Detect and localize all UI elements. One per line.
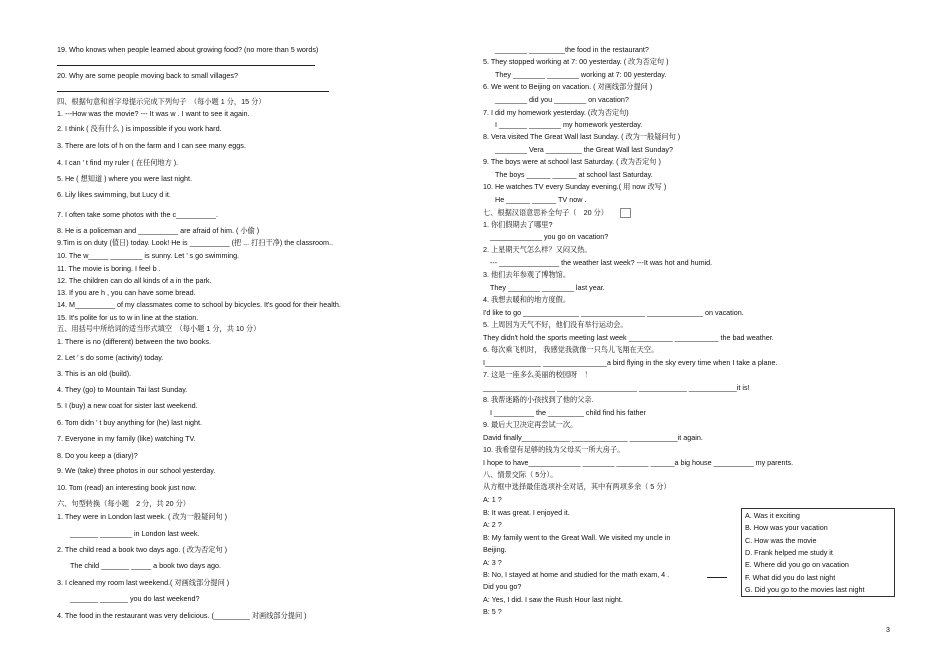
s5-item: 4. They (go) to Mountain Tai last Sunday. bbox=[57, 385, 188, 394]
section-6-heading: 六、句型转换（每小题 2 分，共 20 分） bbox=[57, 499, 190, 508]
s7-prompt: 1. 你们假期去了哪里? bbox=[483, 220, 553, 229]
s6-answer: _______ _______ you do last weekend? bbox=[70, 594, 200, 603]
s4-item: 7. I often take some photos with the c__________. bbox=[57, 210, 219, 219]
s4-item: 2. I think ( 没有什么 ) is impossible if you work hard. bbox=[57, 124, 222, 133]
section-5-heading: 五、用括号中所给词的适当形式填空 （每小题 1 分，共 10 分） bbox=[57, 324, 261, 333]
s7-answer: David finally____________ ______________ ____________it again. bbox=[483, 433, 703, 442]
answer-line-20 bbox=[57, 91, 329, 92]
question-19: 19. Who knows when people learned about growing food? (no more than 5 words) bbox=[57, 45, 319, 54]
s4-item: 5. He ( 想知道 ) where you were last night. bbox=[57, 174, 193, 183]
option-d: D. Frank helped me study it bbox=[745, 548, 833, 557]
dialogue-line: B: It was great. I enjoyed it. bbox=[483, 508, 570, 517]
section-7-heading: 七、根据汉语意思补全句子（ 20 分） bbox=[483, 208, 608, 217]
dialogue-line: Did you go? bbox=[483, 582, 522, 591]
section-8-instruction: 从方框中选择最佳选项补全对话，其中有两项多余（ 5 分） bbox=[483, 482, 671, 491]
s7-prompt: 7. 这是一座多么美丽的校园呀 ！ bbox=[483, 370, 592, 379]
s6-answer: He ______ ______ TV now . bbox=[495, 195, 587, 204]
s4-item: 4. I can ’ t find my ruler ( 在任何地方 ). bbox=[57, 158, 179, 167]
s7-prompt: 3. 他们去年参观了博物馆。 bbox=[483, 270, 571, 279]
options-box bbox=[741, 508, 895, 597]
section-8-heading: 八、情景交际（ 5分）。 bbox=[483, 470, 558, 479]
dialogue-line: B: No, I stayed at home and studied for the math exam, 4 . bbox=[483, 570, 670, 579]
s5-item: 6. Tom didn ’ t buy anything for (he) last night. bbox=[57, 418, 203, 427]
s5-item: 8. Do you keep a (diary)? bbox=[57, 451, 138, 460]
s6-item: 4. The food in the restaurant was very delicious. (_________ 对画线部分提问 ) bbox=[57, 611, 307, 620]
question-20: 20. Why are some people moving back to small villages? bbox=[57, 71, 238, 80]
s7-prompt: 8. 我帮迷路的小孩找到了他的父亲. bbox=[483, 395, 594, 404]
s7-answer: I______________ ________________a bird flying in the sky every time when I take a plane. bbox=[483, 358, 778, 367]
option-e: E. Where did you go on vacation bbox=[745, 560, 849, 569]
s7-answer: I __________ the _________ child find his father bbox=[490, 408, 646, 417]
s7-prompt: 10. 我希望有足够的钱为父母买一所大房子。 bbox=[483, 445, 625, 454]
s7-answer: __________________ ____________________ ____________ ____________it is! bbox=[483, 383, 750, 392]
dialogue-line: A: 1 ? bbox=[483, 495, 502, 504]
s4-item: 13. If you are h , you can have some bread. bbox=[57, 288, 196, 297]
s4-item: 11. The movie is boring. I feel b . bbox=[57, 264, 161, 273]
dialogue-line: A: Yes, I did. I saw the Rush Hour last night. bbox=[483, 595, 623, 604]
s7-prompt: 2. 上星期天气怎么样？又闷又热。 bbox=[483, 245, 592, 254]
dialogue-line: A: 2 ? bbox=[483, 520, 502, 529]
s6-item: 8. Vera visited The Great Wall last Sunday. ( 改为一般疑问句 ) bbox=[483, 132, 681, 141]
s5-item: 2. Let ’ s do some (activity) today. bbox=[57, 353, 164, 362]
s4-item: 10. The w_____ ________ is sunny. Let ’ s go swimming. bbox=[57, 251, 240, 260]
s7-answer: I hope to have_____________ ________ ________ ______a big house __________ my parents. bbox=[483, 458, 794, 467]
page-number: 3 bbox=[886, 627, 890, 634]
s7-prompt: 5. 上周因为天气不好，他们没有举行运动会。 bbox=[483, 320, 628, 329]
s5-item: 10. Tom (read) an interesting book just now. bbox=[57, 483, 197, 492]
s5-item: 7. Everyone in my family (like) watching TV. bbox=[57, 434, 196, 443]
s4-item: 14. M__________ of my classmates come to school by bicycles. It's good for their health. bbox=[57, 300, 341, 309]
s6-item: 10. He watches TV every Sunday evening.( 用 now 改写 ) bbox=[483, 182, 667, 191]
s5-item: 1. There is no (different) between the two books. bbox=[57, 337, 211, 346]
s6-item: 7. I did my homework yesterday. (改为否定句) bbox=[483, 108, 629, 117]
s6-item: 2. The child read a book two days ago. ( 改为否定句 ) bbox=[57, 545, 228, 554]
s7-answer: --- _______________ the weather last week? ---It was hot and humid. bbox=[490, 258, 713, 267]
s6-item: 6. We went to Beijing on vacation. ( 对画线部分提问 ) bbox=[483, 82, 653, 91]
dialogue-line: Beijing. bbox=[483, 545, 507, 554]
dialogue-line: A: 3 ? bbox=[483, 558, 502, 567]
option-a: A. Was it exciting bbox=[745, 511, 800, 520]
s6-item: 3. I cleaned my room last weekend.( 对画线部分提问 ) bbox=[57, 578, 230, 587]
s6-item: 1. They were in London last week. ( 改为一般疑问句 ) bbox=[57, 512, 228, 521]
blank-4-line bbox=[707, 577, 727, 578]
option-b: B. How was your vacation bbox=[745, 523, 828, 532]
s6-answer: _______ ________ in London last week. bbox=[70, 529, 200, 538]
option-g: G. Did you go to the movies last night bbox=[745, 585, 865, 594]
s7-prompt: 4. 我想去暖和的地方度假。 bbox=[483, 295, 571, 304]
section-4-heading: 四、根据句意和首字母提示完成下列句子 （每小题 1 分，15 分） bbox=[57, 97, 266, 106]
s4-item: 1. ---How was the movie? --- It was w . I want to see it again. bbox=[57, 109, 250, 118]
s6-item: 5. They stopped working at 7: 00 yesterday. ( 改为否定句 ) bbox=[483, 57, 669, 66]
option-f: F. What did you do last night bbox=[745, 573, 836, 582]
s7-answer: They didn't hold the sports meeting last week ___________ ___________ the bad weather. bbox=[483, 333, 774, 342]
s6-answer: I _______ ________ my homework yesterday. bbox=[495, 120, 643, 129]
dialogue-line: B: My family went to the Great Wall. We visited my uncle in bbox=[483, 533, 671, 542]
s7-prompt: 6. 每次乘飞机时， 我感觉我就像一只鸟儿飞翔在天空。 bbox=[483, 345, 659, 354]
s6-answer: ________ did you ________ on vacation? bbox=[495, 95, 629, 104]
s7-answer: _____________ you go on vacation? bbox=[490, 232, 609, 241]
s5-item: 5. I (buy) a new coat for sister last weekend. bbox=[57, 401, 198, 410]
s7-answer: They ________ ________ last year. bbox=[490, 283, 605, 292]
s4-item: 9.Tim is on duty (值日) today. Look! He is __________ (把 ... 打扫干净) the classroom.. bbox=[57, 238, 334, 247]
s4-item: 3. There are lots of h on the farm and I can see many eggs. bbox=[57, 141, 246, 150]
s7-prompt: 9. 最后大卫决定再尝试一次。 bbox=[483, 420, 578, 429]
answer-line-19 bbox=[57, 65, 315, 66]
s6-answer: ________ _________the food in the restaurant? bbox=[495, 45, 649, 54]
s7-answer: I'd like to go ______________ ________________ ______________ on vacation. bbox=[483, 308, 744, 317]
s4-item: 12. The children can do all kinds of a in the park. bbox=[57, 276, 212, 285]
s6-answer: They ________ ________ working at 7: 00 yesterday. bbox=[495, 70, 667, 79]
s5-item: 9. We (take) three photos in our school yesterday. bbox=[57, 466, 216, 475]
option-c: C. How was the movie bbox=[745, 536, 817, 545]
bracket-box bbox=[620, 208, 631, 218]
s6-answer: ________ Vera _________ the Great Wall last Sunday? bbox=[495, 145, 673, 154]
s4-item: 6. Lily likes swimming, but Lucy d it. bbox=[57, 190, 171, 199]
s6-answer: The child _______ _____ a book two days ago. bbox=[70, 561, 222, 570]
s4-item: 8. He is a policeman and __________ are afraid of him. ( 小偷 ) bbox=[57, 226, 260, 235]
dialogue-line: B: 5 ? bbox=[483, 607, 502, 616]
s4-item: 15. It's polite for us to w in line at the station. bbox=[57, 313, 199, 322]
s5-item: 3. This is an old (build). bbox=[57, 369, 132, 378]
s6-answer: The boys ______ ______ at school last Saturday. bbox=[495, 170, 653, 179]
s6-item: 9. The boys were at school last Saturday. ( 改为否定句 ) bbox=[483, 157, 661, 166]
